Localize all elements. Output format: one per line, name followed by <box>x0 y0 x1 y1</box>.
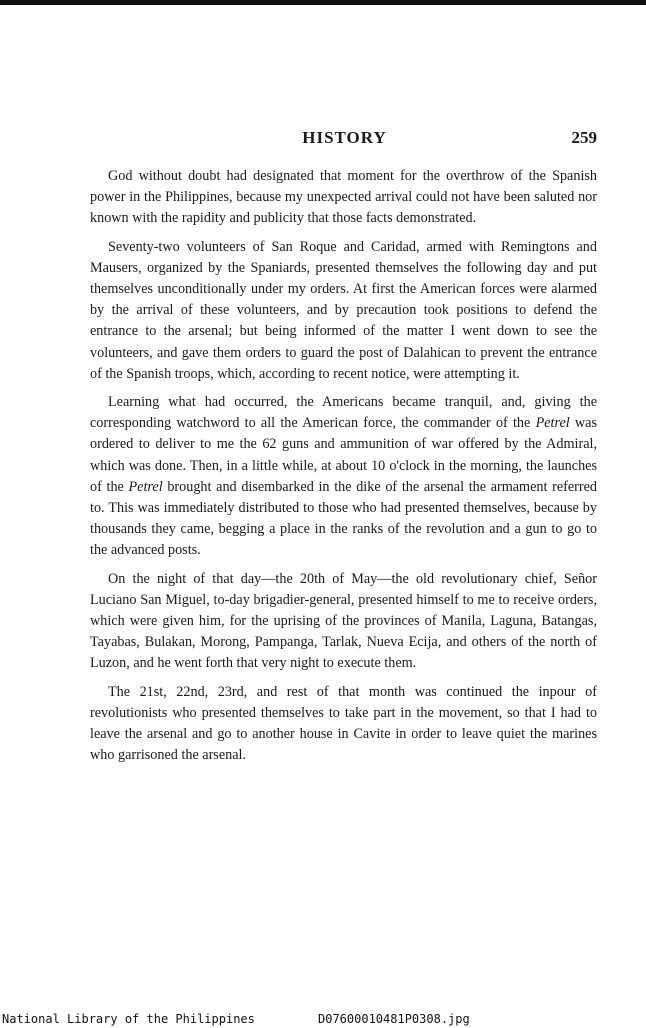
footer-filename: D07600010481P0308.jpg <box>318 1012 470 1026</box>
paragraph-3-part-b: was ordered to deliver to me the 62 guns and ammunition of war offered by the Admiral, which was done. Then, in a little while, at about 10 o'clock in the morning, the launches of the <box>90 415 597 495</box>
top-border-rule <box>0 0 646 5</box>
paragraph-4: On the night of that day—the 20th of May—the old revolutionary chief, Señor Luciano San Miguel, to-day brigadier-general, presented himself to me to receive orders, which were given him, for the uprising of the provinces of Manila, Laguna, Batangas, Tayabas, Bulakan, Morong, Pampanga, Tarlak, Nueva Ecija, and others of the north of Luzon, and he went forth that very night to execute them. <box>90 570 597 672</box>
paragraph-3-part-a: Learning what had occurred, the Americans became tranquil, and, giving the corresponding watchword to all the American force, the commander of the <box>90 394 597 432</box>
paragraph-3 <box>90 392 597 562</box>
ship-name-petrel: Petrel <box>535 415 570 432</box>
scan-footer <box>0 1012 646 1028</box>
paragraph-3-part-c: brought and disembarked in the dike of the arsenal the armament referred to. This was immediately distributed to those who had presented themselves, because by thousands they came, begging a place in the ranks of the revolution and a gun to go to the advanced posts. <box>90 478 597 559</box>
ship-name-petrel: Petrel <box>128 478 163 495</box>
page-number: 259 <box>571 128 597 147</box>
page-header <box>92 128 597 154</box>
page-title: HISTORY <box>302 128 387 147</box>
paragraph-5: The 21st, 22nd, 23rd, and rest of that month was continued the inpour of revolutionists who presented themselves to take part in the movement, so that I had to leave the arsenal and go to another house in Cavite in order to leave quiet the marines who garrisoned the arsenal. <box>90 683 597 764</box>
footer-library-name: National Library of the Philippines <box>2 1012 255 1026</box>
body-text <box>90 166 597 773</box>
paragraph-2: Seventy-two volunteers of San Roque and Caridad, armed with Remingtons and Mausers, organized by the Spaniards, presented themselves the following day and put themselves unconditionally under my orders. At first the American forces were alarmed by the arrival of these volunteers, and by precaution took positions to defend the entrance to the arsenal; but being informed of the matter I went down to see the volunteers, and gave them orders to guard the post of Dalahican to prevent the entrance of the Spanish troops, which, according to recent notice, were attempting it. <box>90 238 597 382</box>
paragraph-1: God without doubt had designated that moment for the overthrow of the Spanish power in the Philippines, because my unexpected arrival could not have been saluted nor known with the rapidity and publicity that those facts demonstrated. <box>90 168 597 227</box>
